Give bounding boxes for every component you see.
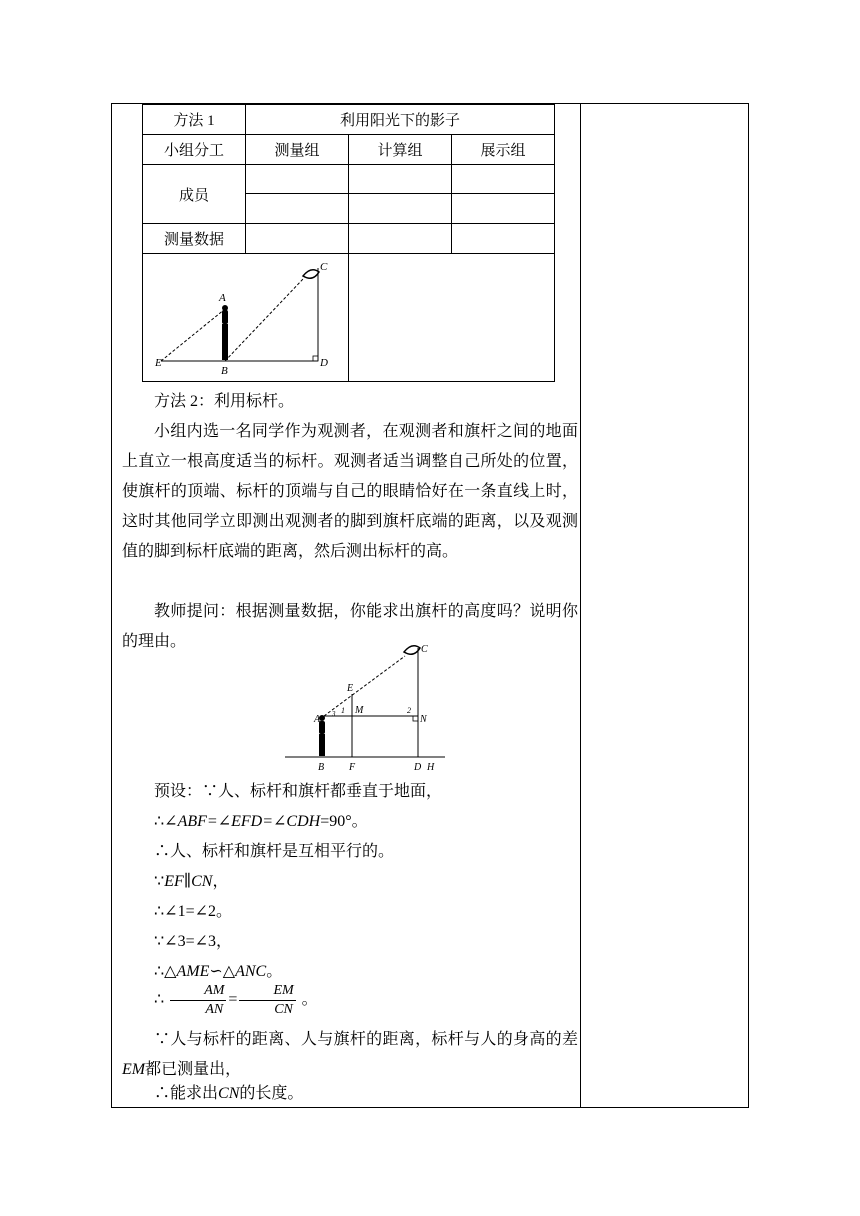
col-measure: 测量组 xyxy=(246,135,349,165)
proof-math: AME∽△ANC xyxy=(176,963,267,980)
proof-text: ∴ xyxy=(154,991,165,1008)
data-label: 测量数据 xyxy=(143,224,246,254)
members-label: 成员 xyxy=(143,165,246,224)
label2-F: F xyxy=(349,762,356,773)
proof-math: EM xyxy=(122,1061,146,1078)
proof-text: 。 xyxy=(266,963,283,980)
col-calc: 计算组 xyxy=(349,135,452,165)
frac-num: AM xyxy=(170,982,226,1001)
method1-label: 方法 1 xyxy=(143,105,246,135)
label2-N: N xyxy=(420,714,427,725)
method1-title: 利用阳光下的影子 xyxy=(246,105,555,135)
figure1-cell xyxy=(143,254,349,382)
proof-line-9 xyxy=(122,1025,578,1085)
label-C: C xyxy=(320,261,328,273)
proof-line-5: ∴∠1=∠2。 xyxy=(154,903,233,920)
label2-A: A xyxy=(314,714,321,725)
group-label: 小组分工 xyxy=(143,135,246,165)
label2-angle2: 2 xyxy=(407,706,411,715)
label-D: D xyxy=(320,357,328,369)
col-show: 展示组 xyxy=(452,135,555,165)
proof-line-2 xyxy=(122,807,578,837)
proof-text: ∵ xyxy=(154,873,165,890)
method1-table xyxy=(142,104,555,382)
proof-text: 。 xyxy=(301,991,318,1008)
label2-E: E xyxy=(347,683,354,694)
proof-line-3: ∴人、标杆和旗杆是互相平行的。 xyxy=(154,843,395,860)
proof-line-4 xyxy=(122,867,578,897)
empty-cell xyxy=(452,224,555,254)
empty-cell xyxy=(246,165,349,194)
empty-cell xyxy=(246,224,349,254)
proof-text: 的长度。 xyxy=(239,1085,304,1102)
lesson-table xyxy=(111,103,749,1108)
column-divider xyxy=(580,104,581,1107)
label2-angle1: 1 xyxy=(341,706,345,715)
label2-angle3: 3 xyxy=(332,710,336,718)
label2-C: C xyxy=(421,644,428,655)
proof-text: =90°。 xyxy=(320,813,368,830)
label-E: E xyxy=(155,357,162,369)
proof-math: EF∥CN xyxy=(164,873,213,890)
empty-cell xyxy=(246,194,349,224)
proof-line-6: ∵∠3=∠3， xyxy=(154,933,233,950)
teacher-question: 教师提问：根据测量数据，你能求出旗杆的高度吗？说明你的理由。 xyxy=(122,603,578,650)
label2-H: H xyxy=(427,762,435,773)
method2-description: 小组内选一名同学作为观测者，在观测者和旗杆之间的地面上直立一根高度适当的标杆。观测者适当调整自己所处的位置，使旗杆的顶端、标杆的顶端与自己的眼睛恰好在一条直线上时，这时其他同学立即测出观测者的脚到旗杆底端的距离，以及观测值的脚到标杆底端的距离，然后测出标杆的高。 xyxy=(122,423,578,560)
proof-line-1: 预设：∵人、标杆和旗杆都垂直于地面， xyxy=(154,783,443,800)
proof-text: ∴△ xyxy=(154,963,177,980)
frac-den: CN xyxy=(274,1001,293,1017)
method2-heading: 方法 2：利用标杆。 xyxy=(154,393,295,410)
frac-den: AN xyxy=(205,1001,224,1017)
proof-math: CN xyxy=(218,1085,240,1102)
proof-line-8 xyxy=(122,978,578,1022)
pole-figure xyxy=(280,636,450,776)
equals-sign: = xyxy=(228,991,238,1008)
empty-cell xyxy=(349,254,555,382)
empty-cell xyxy=(349,224,452,254)
label2-D: D xyxy=(414,762,422,773)
proof-line-10 xyxy=(122,1079,578,1109)
empty-cell xyxy=(452,194,555,224)
label2-M: M xyxy=(355,705,364,716)
empty-cell xyxy=(452,165,555,194)
fraction-em-cn xyxy=(239,982,295,1019)
proof-text: ∴能求出 xyxy=(154,1085,219,1102)
frac-num: EM xyxy=(239,982,295,1001)
proof-text: ∴∠ xyxy=(154,813,178,830)
shadow-figure xyxy=(143,254,347,381)
proof-text: ∵人与标杆的距离、人与旗杆的距离，标杆与人的身高的差 xyxy=(154,1031,578,1048)
empty-cell xyxy=(349,165,452,194)
proof-math: ABF=∠EFD=∠CDH xyxy=(177,813,321,830)
label-A: A xyxy=(219,292,226,304)
empty-cell xyxy=(349,194,452,224)
label-B: B xyxy=(221,365,228,377)
proof-text: ， xyxy=(212,873,229,890)
label2-B: B xyxy=(318,762,325,773)
proof-text: 都已测量出， xyxy=(145,1061,242,1078)
fraction-am-an xyxy=(170,982,226,1019)
